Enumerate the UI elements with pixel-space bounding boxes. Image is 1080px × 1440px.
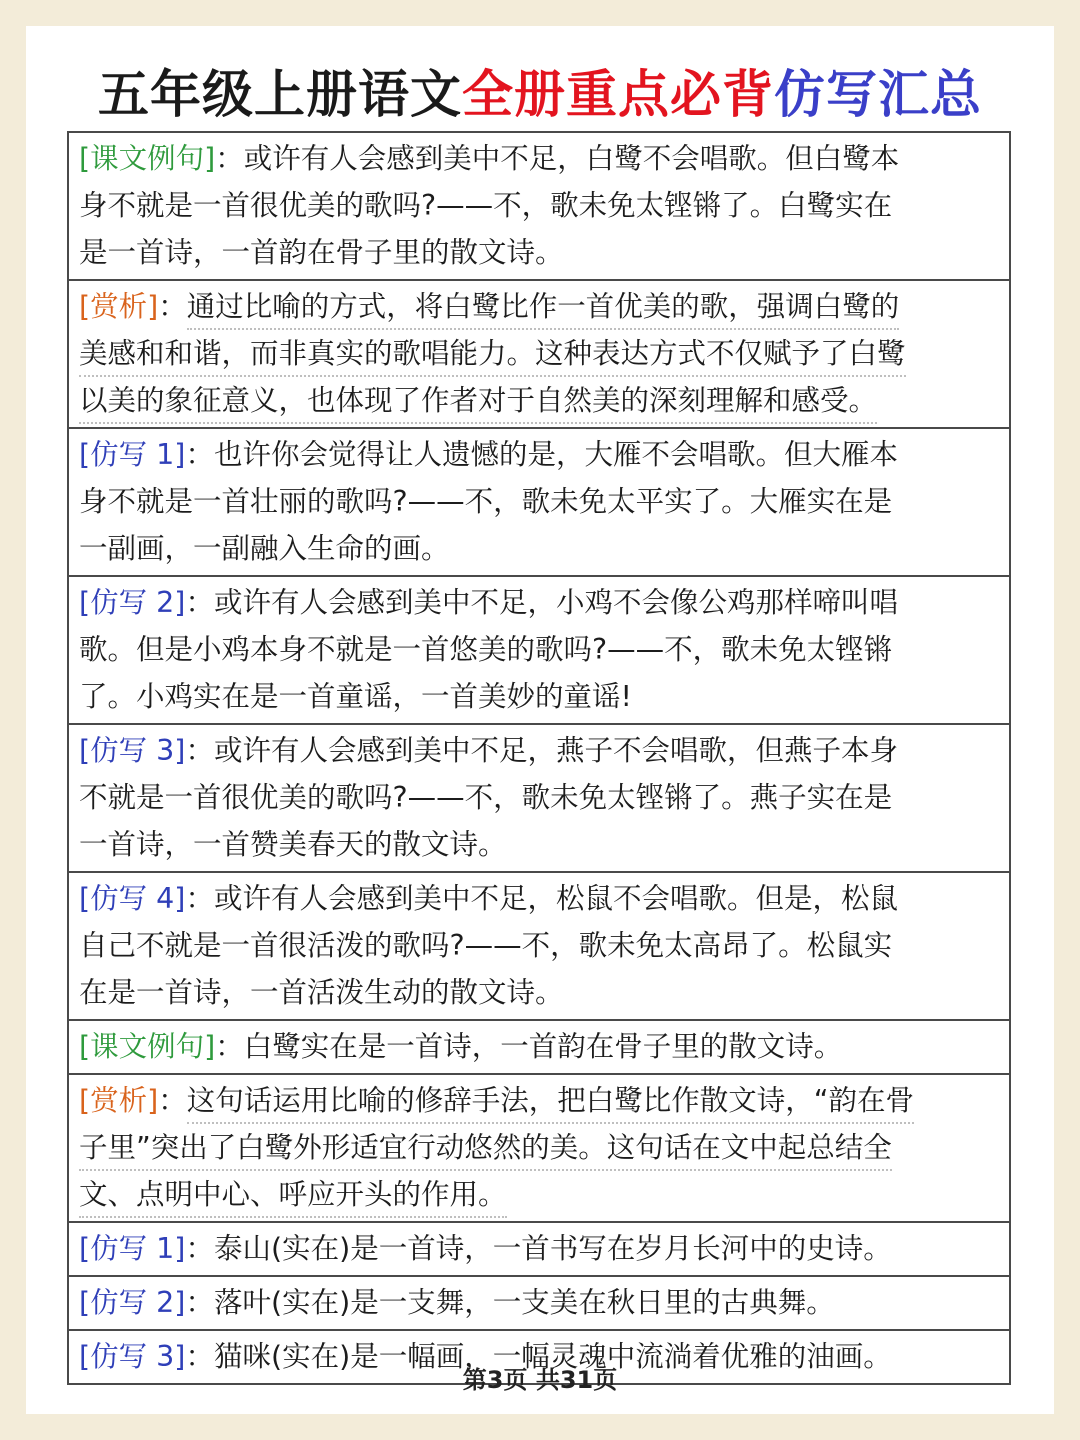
page-number: 第3页 共31页 <box>462 1366 618 1394</box>
table-row <box>69 1021 1009 1075</box>
text-line <box>79 579 1001 626</box>
text-line <box>79 229 1001 276</box>
row-text: 泰山(实在)是一首诗，一首书写在岁月长河中的史诗。 <box>213 1232 892 1265</box>
row-label: [仿写 2] <box>79 586 186 619</box>
title-part-imitation: 仿写汇总 <box>774 65 983 125</box>
row-label: [仿写 1] <box>79 1232 186 1265</box>
row-label: [仿写 2] <box>79 1286 186 1319</box>
table-row <box>69 725 1009 873</box>
text-line <box>79 330 1001 377</box>
row-text: 文、点明中心、呼应开头的作用。 <box>79 1173 507 1218</box>
row-text: 歌。但是小鸡本身不就是一首悠美的歌吗?——不，歌未免太铿锵 <box>79 633 893 666</box>
row-text: 美感和和谐，而非真实的歌唱能力。这种表达方式不仅赋予了白鹭 <box>79 332 906 377</box>
title-part-grade: 五年级上册语文 <box>97 65 462 125</box>
text-line <box>79 1225 1001 1272</box>
row-text: 自己不就是一首很活泼的歌吗?——不，歌未免太高昂了。松鼠实 <box>79 929 893 962</box>
table-row <box>69 873 1009 1021</box>
text-line <box>79 922 1001 969</box>
row-label: [仿写 3] <box>79 734 186 767</box>
text-line <box>79 1124 1001 1171</box>
label-colon: ： <box>215 142 244 175</box>
row-label: [仿写 1] <box>79 438 186 471</box>
row-label: [仿写 3] <box>79 1340 186 1373</box>
text-line <box>79 135 1001 182</box>
row-text: 这句话运用比喻的修辞手法，把白鹭比作散文诗，“韵在骨 <box>187 1079 914 1124</box>
text-line <box>79 525 1001 572</box>
row-text: 一首诗，一首赞美春天的散文诗。 <box>79 828 507 861</box>
row-text: 落叶(实在)是一支舞，一支美在秋日里的古典舞。 <box>213 1286 835 1319</box>
text-line <box>79 283 1001 330</box>
row-label: [赏析] <box>79 290 159 323</box>
text-line <box>79 1077 1001 1124</box>
text-line <box>79 1023 1001 1070</box>
table-row <box>69 1277 1009 1331</box>
page-title <box>0 60 1080 130</box>
row-text: 一副画，一副融入生命的画。 <box>79 532 450 565</box>
row-text: 是一首诗，一首韵在骨子里的散文诗。 <box>79 236 564 269</box>
row-label: [仿写 4] <box>79 882 186 915</box>
title-part-key: 全册重点必背 <box>461 65 774 125</box>
label-colon: ： <box>185 1286 214 1319</box>
row-label: [赏析] <box>79 1084 159 1117</box>
row-text: 以美的象征意义，也体现了作者对于自然美的深刻理解和感受。 <box>79 379 877 424</box>
text-line <box>79 478 1001 525</box>
row-text: 不就是一首很优美的歌吗?——不，歌未免太铿锵了。燕子实在是 <box>79 781 893 814</box>
text-line <box>79 875 1001 922</box>
table-row <box>69 133 1009 281</box>
row-text: 通过比喻的方式，将白鹭比作一首优美的歌，强调白鹭的 <box>187 285 900 330</box>
table-row <box>69 1075 1009 1223</box>
row-text: 猫咪(实在)是一幅画，一幅灵魂中流淌着优雅的油画。 <box>213 1340 892 1373</box>
text-line <box>79 182 1001 229</box>
row-text: 或许有人会感到美中不足，松鼠不会唱歌。但是，松鼠 <box>213 882 898 915</box>
row-text: 或许有人会感到美中不足，燕子不会唱歌，但燕子本身 <box>213 734 898 767</box>
row-text: 也许你会觉得让人遗憾的是，大雁不会唱歌。但大雁本 <box>213 438 898 471</box>
label-colon: ： <box>185 586 214 619</box>
text-line <box>79 1171 1001 1218</box>
row-text: 或许有人会感到美中不足，小鸡不会像公鸡那样啼叫唱 <box>213 586 898 619</box>
table-row <box>69 577 1009 725</box>
text-line <box>79 821 1001 868</box>
label-colon: ： <box>185 1232 214 1265</box>
label-colon: ： <box>215 1030 244 1063</box>
text-line <box>79 431 1001 478</box>
row-label: [课文例句] <box>79 1030 216 1063</box>
text-line <box>79 774 1001 821</box>
table-row <box>69 429 1009 577</box>
label-colon: ： <box>185 438 214 471</box>
label-colon: ： <box>158 1084 187 1117</box>
text-line <box>79 727 1001 774</box>
row-text: 了。小鸡实在是一首童谣，一首美妙的童谣! <box>79 680 632 713</box>
text-line <box>79 969 1001 1016</box>
label-colon: ： <box>185 1340 214 1373</box>
row-label: [课文例句] <box>79 142 216 175</box>
row-text: 子里”突出了白鹭外形适宜行动悠然的美。这句话在文中起总结全 <box>79 1126 892 1171</box>
row-text: 白鹭实在是一首诗，一首韵在骨子里的散文诗。 <box>243 1030 843 1063</box>
text-line <box>79 377 1001 424</box>
content-table <box>67 131 1011 1385</box>
row-text: 在是一首诗，一首活泼生动的散文诗。 <box>79 976 564 1009</box>
row-text: 身不就是一首很优美的歌吗?——不，歌未免太铿锵了。白鹭实在 <box>79 189 893 222</box>
text-line <box>79 1279 1001 1326</box>
label-colon: ： <box>158 290 187 323</box>
row-text: 或许有人会感到美中不足，白鹭不会唱歌。但白鹭本 <box>243 142 900 175</box>
table-row <box>69 281 1009 429</box>
text-line <box>79 626 1001 673</box>
table-row <box>69 1223 1009 1277</box>
text-line <box>79 673 1001 720</box>
row-text: 身不就是一首壮丽的歌吗?——不，歌未免太平实了。大雁实在是 <box>79 485 893 518</box>
label-colon: ： <box>185 882 214 915</box>
label-colon: ： <box>185 734 214 767</box>
